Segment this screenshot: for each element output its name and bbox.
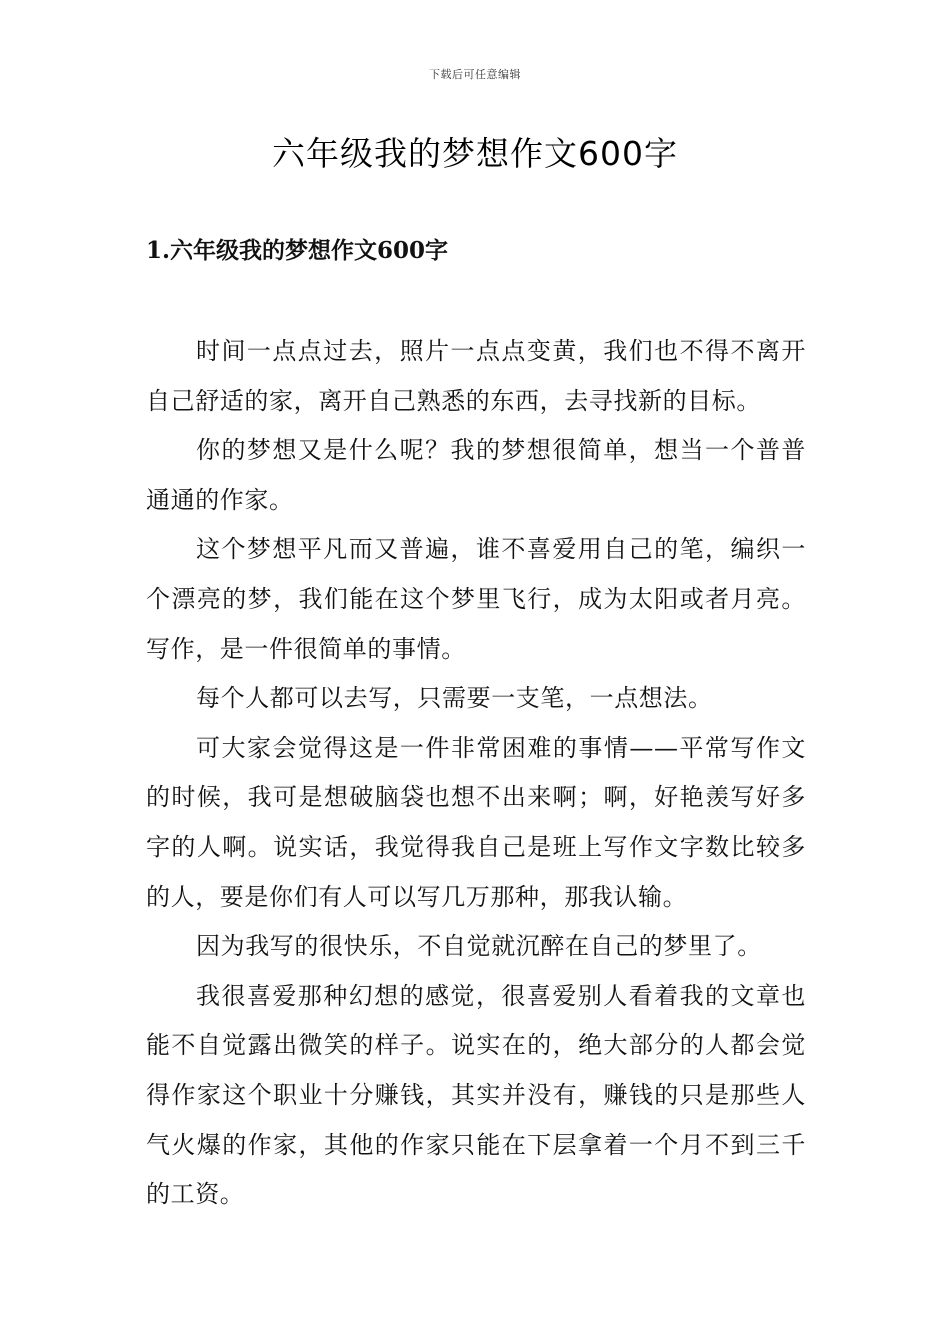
section-heading: 1.六年级我的梦想作文600字 (146, 237, 449, 264)
paragraph: 因为我写的很快乐，不自觉就沉醉在自己的梦里了。 (196, 932, 762, 961)
paragraph: 时间一点点过去，照片一点点变黄，我们也不得不离开自己舒适的家，离开自己熟悉的东西，去寻找新的目标。 (146, 337, 806, 415)
header-note: 下载后可任意编辑 (429, 68, 521, 81)
paragraph: 每个人都可以去写，只需要一支笔，一点想法。 (196, 684, 713, 713)
paragraph: 你的梦想又是什么呢？我的梦想很简单，想当一个普普通通的作家。 (146, 436, 806, 514)
paragraph: 我很喜爱那种幻想的感觉，很喜爱别人看着我的文章也能不自觉露出微笑的样子。说实在的，绝大部分的人都会觉得作家这个职业十分赚钱，其实并没有，赚钱的只是那些人气火爆的作家，其他的作家只能在下层拿着一个月不到三千的工资。 (146, 981, 806, 1209)
paragraph: 这个梦想平凡而又普遍，谁不喜爱用自己的笔，编织一个漂亮的梦，我们能在这个梦里飞行，成为太阳或者月亮。写作，是一件很简单的事情。 (146, 535, 806, 663)
document-title: 六年级我的梦想作文600字 (272, 134, 678, 173)
article-body (146, 327, 806, 1220)
paragraph: 可大家会觉得这是一件非常困难的事情——平常写作文的时候，我可是想破脑袋也想不出来啊；啊，好艳羡写好多字的人啊。说实话，我觉得我自己是班上写作文字数比较多的人，要是你们有人可以写几万那种，那我认输。 (146, 733, 806, 911)
